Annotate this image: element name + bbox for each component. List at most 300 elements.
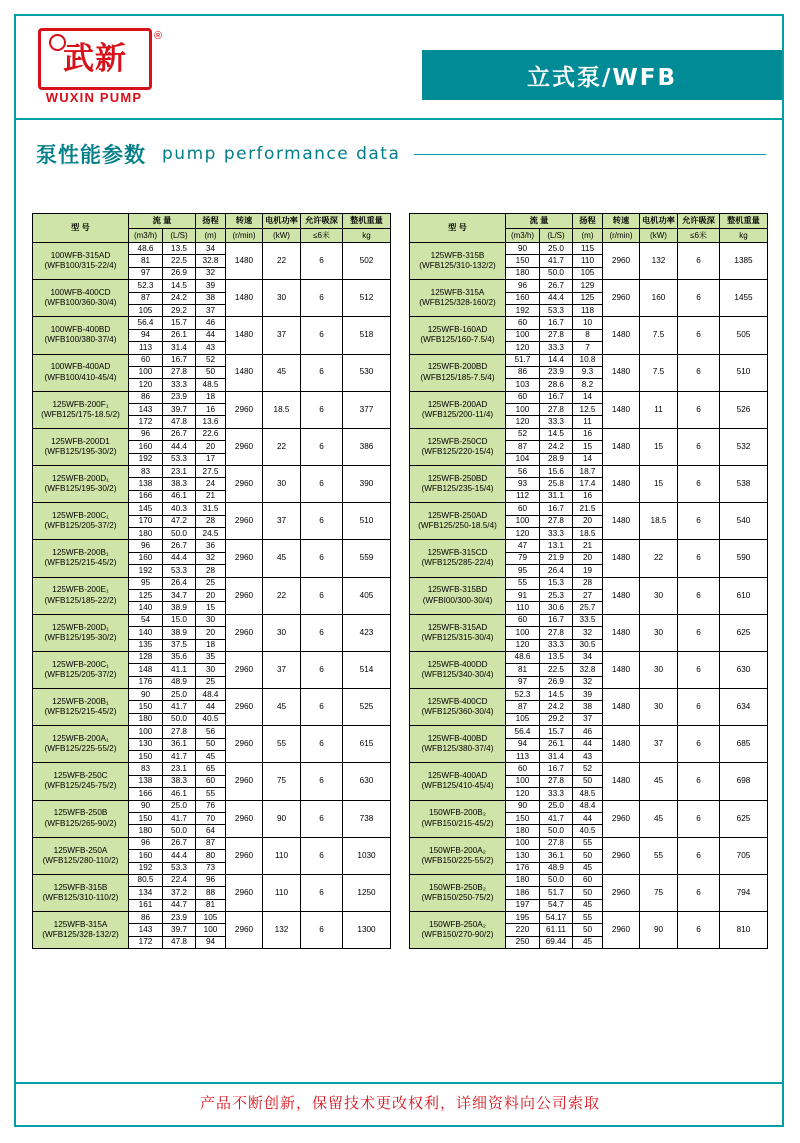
registered-trademark-icon: ® (154, 30, 163, 42)
cell-head: 32 (573, 676, 603, 688)
cell-npsh: 6 (301, 912, 343, 949)
cell-model (410, 800, 506, 837)
company-logo (38, 28, 228, 110)
cell-head: 40.5 (196, 713, 226, 725)
cell-head: 32 (573, 627, 603, 639)
cell-npsh: 6 (678, 577, 720, 614)
cell-flow-ls: 50.0 (163, 527, 196, 539)
model-code: 125WFB-315BD (427, 585, 488, 595)
performance-table-right (409, 213, 768, 949)
cell-npsh: 6 (301, 689, 343, 726)
cell-power: 30 (640, 689, 678, 726)
cell-npsh: 6 (301, 800, 343, 837)
cell-flow-ls: 31.4 (163, 342, 196, 354)
cell-power: 55 (640, 837, 678, 874)
model-alt-code: (WFB125/195-30/2) (44, 484, 117, 494)
cell-flow-ls: 44.7 (163, 899, 196, 911)
table-row (410, 577, 768, 589)
footer-note: 产品不断创新，保留技术更改权利，详细资料向公司索取 (199, 1094, 600, 1112)
cell-head: 64 (196, 825, 226, 837)
cell-speed: 2960 (226, 503, 263, 540)
cell-model (33, 651, 129, 688)
cell-flow-ls: 14.5 (540, 689, 573, 701)
cell-flow-ls: 44.4 (540, 292, 573, 304)
cell-model (410, 726, 506, 763)
col-header-speed: 转速 (603, 214, 640, 229)
cell-weight: 505 (720, 317, 768, 354)
cell-flow-ls: 26.7 (163, 428, 196, 440)
cell-flow-m3h: 100 (506, 329, 540, 341)
cell-flow-ls: 44.4 (163, 850, 196, 862)
cell-flow-m3h: 145 (129, 503, 163, 515)
col-header-head: 扬程 (196, 214, 226, 229)
cell-weight: 405 (343, 577, 391, 614)
cell-flow-ls: 22.4 (163, 874, 196, 886)
cell-head: 43 (196, 342, 226, 354)
cell-weight: 705 (720, 837, 768, 874)
cell-flow-m3h: 180 (129, 713, 163, 725)
cell-power: 7.5 (640, 354, 678, 391)
cell-head: 118 (573, 304, 603, 316)
cell-flow-ls: 27.8 (163, 366, 196, 378)
cell-flow-ls: 16.7 (540, 503, 573, 515)
cell-flow-m3h: 120 (129, 379, 163, 391)
cell-npsh: 6 (301, 466, 343, 503)
cell-weight: 630 (720, 651, 768, 688)
cell-head: 34 (573, 651, 603, 663)
table-row (410, 317, 768, 329)
cell-head: 30 (196, 664, 226, 676)
cell-flow-m3h: 172 (129, 416, 163, 428)
cell-npsh: 6 (301, 243, 343, 280)
cell-flow-ls: 69.44 (540, 936, 573, 948)
cell-head: 20 (196, 627, 226, 639)
cell-head: 27.5 (196, 466, 226, 478)
cell-power: 110 (263, 837, 301, 874)
cell-flow-ls: 31.1 (540, 490, 573, 502)
cell-head: 12.5 (573, 404, 603, 416)
cell-model (33, 614, 129, 651)
cell-head: 20 (573, 515, 603, 527)
cell-flow-ls: 53.3 (163, 565, 196, 577)
cell-flow-m3h: 90 (129, 689, 163, 701)
cell-head: 60 (196, 775, 226, 787)
cell-head: 14 (573, 453, 603, 465)
cell-speed: 2960 (603, 837, 640, 874)
cell-head: 44 (573, 812, 603, 824)
cell-npsh: 6 (678, 912, 720, 949)
cell-weight: 532 (720, 428, 768, 465)
cell-weight: 423 (343, 614, 391, 651)
cell-flow-ls: 23.9 (540, 366, 573, 378)
cell-head: 37 (573, 713, 603, 725)
cell-flow-m3h: 60 (506, 317, 540, 329)
cell-flow-m3h: 130 (506, 850, 540, 862)
col-subheader-flow-ls: (L/S) (163, 229, 196, 243)
cell-weight: 794 (720, 874, 768, 911)
cell-flow-m3h: 176 (129, 676, 163, 688)
cell-flow-m3h: 60 (506, 614, 540, 626)
section-title-en: pump performance data (162, 144, 401, 164)
model-code: 125WFB-200C₁ (52, 511, 109, 521)
cell-flow-m3h: 54 (129, 614, 163, 626)
model-alt-code: (WFB125/285-22/4) (421, 558, 494, 568)
cell-flow-ls: 51.7 (540, 887, 573, 899)
cell-flow-ls: 22.5 (540, 664, 573, 676)
cell-flow-m3h: 100 (129, 726, 163, 738)
cell-flow-m3h: 134 (129, 887, 163, 899)
model-code: 125WFB-250AD (427, 511, 488, 521)
cell-npsh: 6 (678, 540, 720, 577)
cell-npsh: 6 (678, 428, 720, 465)
model-alt-code: (WFB125/195-30/2) (44, 446, 117, 456)
model-alt-code: (WFB125/175-18.5/2) (41, 409, 120, 419)
model-code: 125WFB-315AD (427, 622, 488, 632)
cell-flow-m3h: 120 (506, 788, 540, 800)
cell-speed: 2960 (226, 726, 263, 763)
col-subheader-speed-unit: (r/min) (226, 229, 263, 243)
cell-flow-ls: 25.0 (540, 800, 573, 812)
model-alt-code: (WFBI00/300-30/4) (422, 595, 493, 605)
cell-flow-ls: 16.7 (540, 317, 573, 329)
cell-flow-ls: 50.0 (163, 713, 196, 725)
cell-flow-ls: 41.1 (163, 664, 196, 676)
cell-power: 22 (640, 540, 678, 577)
table-row (33, 689, 391, 701)
cell-weight: 390 (343, 466, 391, 503)
table-row (410, 428, 768, 440)
cell-weight: 386 (343, 428, 391, 465)
cell-head: 32.8 (196, 255, 226, 267)
cell-weight: 685 (720, 726, 768, 763)
model-alt-code: (WFB150/250-75/2) (421, 893, 494, 902)
cell-head: 24.5 (196, 527, 226, 539)
cell-flow-ls: 15.6 (540, 466, 573, 478)
cell-flow-ls: 39.7 (163, 404, 196, 416)
cell-power: 132 (640, 243, 678, 280)
model-code: 125WFB-200D1 (51, 436, 110, 446)
cell-flow-ls: 35.6 (163, 651, 196, 663)
cell-flow-m3h: 103 (506, 379, 540, 391)
model-alt-code: (WFB125/265-90/2) (44, 818, 117, 828)
cell-model (33, 317, 129, 354)
col-header-weight: 整机重量 (343, 214, 391, 229)
model-code: 150WFB-250B₂ (429, 882, 486, 892)
model-alt-code: (WFB125/205-37/2) (44, 669, 117, 679)
cell-head: 110 (573, 255, 603, 267)
cell-flow-m3h: 87 (506, 701, 540, 713)
cell-flow-ls: 15.7 (540, 726, 573, 738)
table-row (33, 800, 391, 812)
cell-flow-ls: 16.7 (540, 391, 573, 403)
cell-head: 50 (196, 366, 226, 378)
cell-npsh: 6 (678, 726, 720, 763)
cell-flow-ls: 46.1 (163, 788, 196, 800)
cell-head: 81 (196, 899, 226, 911)
cell-power: 75 (263, 763, 301, 800)
model-alt-code: (WFB125/185-7.5/4) (420, 372, 495, 382)
cell-model (33, 428, 129, 465)
cell-power: 18.5 (640, 503, 678, 540)
cell-head: 50 (573, 887, 603, 899)
model-alt-code: (WFB125/205-37/2) (44, 521, 117, 531)
cell-flow-m3h: 150 (506, 255, 540, 267)
cell-flow-m3h: 100 (506, 627, 540, 639)
cell-weight: 625 (720, 614, 768, 651)
cell-npsh: 6 (678, 614, 720, 651)
cell-flow-m3h: 86 (129, 912, 163, 924)
cell-head: 76 (196, 800, 226, 812)
cell-npsh: 6 (301, 428, 343, 465)
col-subheader-power-unit: (kW) (640, 229, 678, 243)
cell-flow-ls: 36.1 (163, 738, 196, 750)
cell-head: 30 (196, 614, 226, 626)
cell-flow-ls: 26.1 (163, 329, 196, 341)
cell-weight: 610 (720, 577, 768, 614)
cell-head: 31.5 (196, 503, 226, 515)
model-code: 150WFB-250A₂ (429, 919, 486, 929)
cell-flow-ls: 23.1 (163, 466, 196, 478)
cell-flow-m3h: 96 (129, 540, 163, 552)
logo-chinese-name: 武新 (63, 40, 127, 77)
cell-power: 45 (263, 689, 301, 726)
cell-head: 44 (196, 329, 226, 341)
col-header-npsh: 允许吸深 (301, 214, 343, 229)
cell-flow-ls: 15.3 (540, 577, 573, 589)
cell-flow-m3h: 160 (129, 552, 163, 564)
cell-model (410, 354, 506, 391)
cell-flow-m3h: 55 (506, 577, 540, 589)
col-header-power: 电机功率 (640, 214, 678, 229)
cell-head: 8 (573, 329, 603, 341)
model-code: 125WFB-250B (53, 808, 108, 818)
cell-flow-ls: 28.6 (540, 379, 573, 391)
cell-npsh: 6 (678, 874, 720, 911)
cell-npsh: 6 (301, 651, 343, 688)
table-row (33, 837, 391, 849)
cell-head: 73 (196, 862, 226, 874)
model-code: 125WFB-200A₁ (52, 734, 109, 744)
cell-weight: 525 (343, 689, 391, 726)
cell-flow-ls: 33.3 (540, 527, 573, 539)
model-code: 125WFB-400BD (427, 734, 488, 744)
model-code: 125WFB-315B (53, 882, 108, 892)
cell-head: 18 (196, 391, 226, 403)
cell-head: 52 (573, 763, 603, 775)
cell-npsh: 6 (678, 503, 720, 540)
table-row (33, 540, 391, 552)
model-alt-code: (WFB150/215-45/2) (421, 818, 494, 828)
cell-weight: 514 (343, 651, 391, 688)
cell-flow-m3h: 192 (129, 565, 163, 577)
model-alt-code: (WFB125/310-110/2) (42, 893, 119, 902)
cell-head: 48.4 (196, 689, 226, 701)
cell-model (33, 763, 129, 800)
cell-speed: 2960 (603, 243, 640, 280)
cell-flow-m3h: 95 (506, 565, 540, 577)
cell-speed: 1480 (603, 577, 640, 614)
cell-speed: 2960 (226, 689, 263, 726)
cell-head: 44 (196, 701, 226, 713)
cell-head: 125 (573, 292, 603, 304)
cell-flow-ls: 21.9 (540, 552, 573, 564)
cell-flow-ls: 25.8 (540, 478, 573, 490)
cell-flow-m3h: 160 (129, 441, 163, 453)
model-alt-code: (WFB100/410-45/4) (44, 372, 117, 382)
cell-flow-m3h: 95 (129, 577, 163, 589)
col-header-flow: 流 量 (129, 214, 196, 229)
cell-flow-m3h: 120 (506, 527, 540, 539)
table-row (410, 243, 768, 255)
cell-model (33, 577, 129, 614)
cell-head: 34 (196, 243, 226, 255)
cell-head: 50 (573, 924, 603, 936)
model-code: 100WFB-400BD (50, 325, 111, 335)
cell-weight: 559 (343, 540, 391, 577)
col-subheader-power-unit: (kW) (263, 229, 301, 243)
cell-flow-m3h: 128 (129, 651, 163, 663)
table-row (410, 800, 768, 812)
cell-flow-ls: 14.5 (540, 428, 573, 440)
model-alt-code: (WFB100/315-22/4) (44, 261, 117, 271)
cell-speed: 1480 (603, 614, 640, 651)
cell-model (410, 837, 506, 874)
cell-weight: 1030 (343, 837, 391, 874)
cell-flow-m3h: 96 (506, 280, 540, 292)
cell-head: 17.4 (573, 478, 603, 490)
cell-flow-ls: 41.7 (540, 255, 573, 267)
cell-flow-ls: 54.17 (540, 912, 573, 924)
model-alt-code: (WFB150/225-55/2) (421, 855, 494, 865)
cell-head: 8.2 (573, 379, 603, 391)
cell-speed: 1480 (603, 651, 640, 688)
cell-weight: 512 (343, 280, 391, 317)
cell-flow-ls: 13.5 (163, 243, 196, 255)
cell-speed: 1480 (226, 354, 263, 391)
table-row (410, 763, 768, 775)
cell-model (410, 503, 506, 540)
cell-flow-m3h: 94 (506, 738, 540, 750)
cell-flow-ls: 27.8 (540, 775, 573, 787)
model-alt-code: (WFB125/195-30/2) (44, 632, 117, 642)
col-header-weight: 整机重量 (720, 214, 768, 229)
cell-weight: 698 (720, 763, 768, 800)
cell-head: 80 (196, 850, 226, 862)
table-row (410, 354, 768, 366)
cell-head: 10 (573, 317, 603, 329)
cell-flow-ls: 33.3 (163, 379, 196, 391)
table-row (410, 837, 768, 849)
cell-flow-m3h: 105 (506, 713, 540, 725)
cell-flow-ls: 25.3 (540, 589, 573, 601)
model-code: 125WFB-400AD (427, 771, 488, 781)
cell-speed: 2960 (226, 912, 263, 949)
cell-flow-m3h: 96 (129, 428, 163, 440)
cell-npsh: 6 (301, 726, 343, 763)
cell-weight: 510 (343, 503, 391, 540)
cell-head: 44 (573, 738, 603, 750)
cell-power: 37 (640, 726, 678, 763)
cell-flow-ls: 24.2 (163, 292, 196, 304)
cell-speed: 2960 (226, 763, 263, 800)
cell-weight: 615 (343, 726, 391, 763)
cell-flow-ls: 28.9 (540, 453, 573, 465)
cell-flow-ls: 23.9 (163, 912, 196, 924)
cell-npsh: 6 (678, 354, 720, 391)
cell-flow-m3h: 80.5 (129, 874, 163, 886)
cell-flow-m3h: 87 (129, 292, 163, 304)
cell-flow-ls: 33.3 (540, 788, 573, 800)
table-row (410, 614, 768, 626)
cell-weight: 1250 (343, 874, 391, 911)
cell-head: 100 (196, 924, 226, 936)
cell-head: 45 (573, 862, 603, 874)
cell-model (410, 243, 506, 280)
table-row (33, 912, 391, 924)
table-row (410, 689, 768, 701)
cell-flow-ls: 53.3 (163, 862, 196, 874)
cell-power: 55 (263, 726, 301, 763)
cell-flow-m3h: 192 (506, 304, 540, 316)
table-row (33, 280, 391, 292)
cell-flow-ls: 29.2 (163, 304, 196, 316)
cell-flow-ls: 26.7 (163, 540, 196, 552)
cell-flow-ls: 53.3 (163, 453, 196, 465)
cell-power: 45 (263, 354, 301, 391)
cell-head: 105 (573, 267, 603, 279)
col-subheader-head-unit: (m) (196, 229, 226, 243)
cell-speed: 2960 (226, 466, 263, 503)
model-code: 125WFB-200BD (427, 362, 488, 372)
cell-head: 18.7 (573, 466, 603, 478)
cell-power: 37 (263, 503, 301, 540)
cell-flow-m3h: 120 (506, 342, 540, 354)
col-header-model: 型 号 (410, 214, 506, 243)
model-alt-code: (WFB125/250-18.5/4) (418, 521, 497, 531)
cell-weight: 738 (343, 800, 391, 837)
cell-head: 24 (196, 478, 226, 490)
cell-flow-m3h: 180 (506, 825, 540, 837)
cell-flow-m3h: 100 (506, 404, 540, 416)
model-alt-code: (WFB125/215-45/2) (44, 558, 117, 568)
cell-npsh: 6 (678, 651, 720, 688)
col-header-model: 型 号 (33, 214, 129, 243)
cell-flow-m3h: 96 (129, 837, 163, 849)
cell-flow-ls: 38.3 (163, 478, 196, 490)
cell-flow-ls: 26.1 (540, 738, 573, 750)
col-subheader-npsh-unit: ≤6米 (678, 229, 720, 243)
cell-speed: 2960 (226, 391, 263, 428)
cell-flow-ls: 16.7 (540, 763, 573, 775)
cell-model (33, 540, 129, 577)
cell-flow-m3h: 90 (129, 800, 163, 812)
cell-head: 56 (196, 726, 226, 738)
cell-model (33, 280, 129, 317)
col-header-npsh: 允许吸深 (678, 214, 720, 229)
cell-npsh: 6 (678, 466, 720, 503)
cell-flow-m3h: 192 (129, 453, 163, 465)
table-row (33, 614, 391, 626)
cell-flow-m3h: 93 (506, 478, 540, 490)
model-alt-code: (WFB125/328-132/2) (42, 930, 119, 940)
cell-flow-ls: 25.0 (163, 689, 196, 701)
cell-head: 14 (573, 391, 603, 403)
cell-head: 17 (196, 453, 226, 465)
cell-power: 90 (263, 800, 301, 837)
cell-head: 27 (573, 589, 603, 601)
cell-head: 28 (573, 577, 603, 589)
cell-head: 48.5 (573, 788, 603, 800)
